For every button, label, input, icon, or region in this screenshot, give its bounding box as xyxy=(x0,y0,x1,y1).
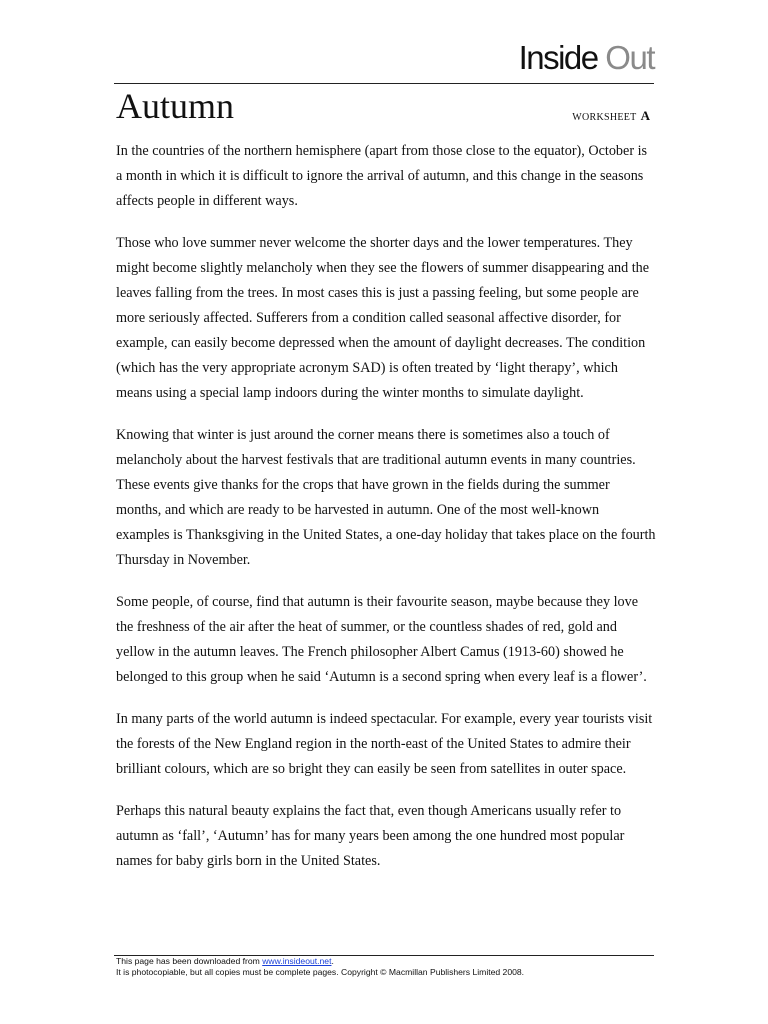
worksheet-word: WORKSHEET xyxy=(572,112,637,123)
paragraph-2: Those who love summer never welcome the shorter days and the lower temperatures. They might become slightly melancholy when they see the flowers of summer disappearing and the leaves falling from the trees. In most cases this is just a passing feeling, but some people are more seriously affected. Sufferers from a condition called seasonal affective disorder, for example, can easily become depressed when the amount of daylight decreases. The condition (which has the very appropriate acronym SAD) is often treated by ‘light therapy’, which means using a special lamp indoors during the winter months to simulate daylight. xyxy=(116,235,650,401)
paragraph-3: Knowing that winter is just around the corner means there is sometimes also a touch of melancholy about the harvest festivals that are traditional autumn events in many countries. These events give thanks for the crops that have grown in the fields during the summer months, and which are ready to be harvested in autumn. One of the most well-known examples is Thanksgiving in the United States, a one-day holiday that takes place on the fourth Thursday in November. xyxy=(116,427,656,568)
insideout-link[interactable]: www.insideout.net xyxy=(262,956,332,966)
page-title: Autumn xyxy=(116,86,235,126)
worksheet-letter: A xyxy=(640,108,650,123)
footer-copyright: It is photocopiable, but all copies must be complete pages. Copyright © Macmillan Publishers Limited 2008. xyxy=(116,967,525,977)
article-body xyxy=(116,139,656,891)
worksheet-label xyxy=(572,107,650,125)
footer-period: . xyxy=(331,956,334,966)
footer-line-1 xyxy=(116,956,676,967)
footer-download-text: This page has been downloaded from xyxy=(116,956,263,966)
header-divider xyxy=(114,83,654,84)
paragraph-1: In the countries of the northern hemisphere (apart from those close to the equator), October is a month in which it is difficult to ignore the arrival of autumn, and this change in the seasons affects people in different ways. xyxy=(116,143,648,209)
inside-out-logo xyxy=(519,41,654,74)
logo-inside-word: Inside xyxy=(518,39,598,76)
paragraph-6: Perhaps this natural beauty explains the fact that, even though Americans usually refer to autumn as ‘fall’, ‘Autumn’ has for many years been among the one hundred most popular names for baby girls born in the United States. xyxy=(116,803,625,869)
paragraph-4: Some people, of course, find that autumn is their favourite season, maybe because they love the freshness of the air after the heat of summer, or the countless shades of red, gold and yellow in the autumn leaves. The French philosopher Albert Camus (1913-60) showed he belonged to this group when he said ‘Autumn is a second spring when every leaf is a flower’. xyxy=(116,594,647,685)
page-footer xyxy=(116,956,676,978)
paragraph-5: In many parts of the world autumn is indeed spectacular. For example, every year tourists visit the forests of the New England region in the north-east of the United States to admire their brilliant colours, which are so bright they can easily be seen from satellites in outer space. xyxy=(116,711,653,777)
logo-out-word: Out xyxy=(605,39,654,76)
